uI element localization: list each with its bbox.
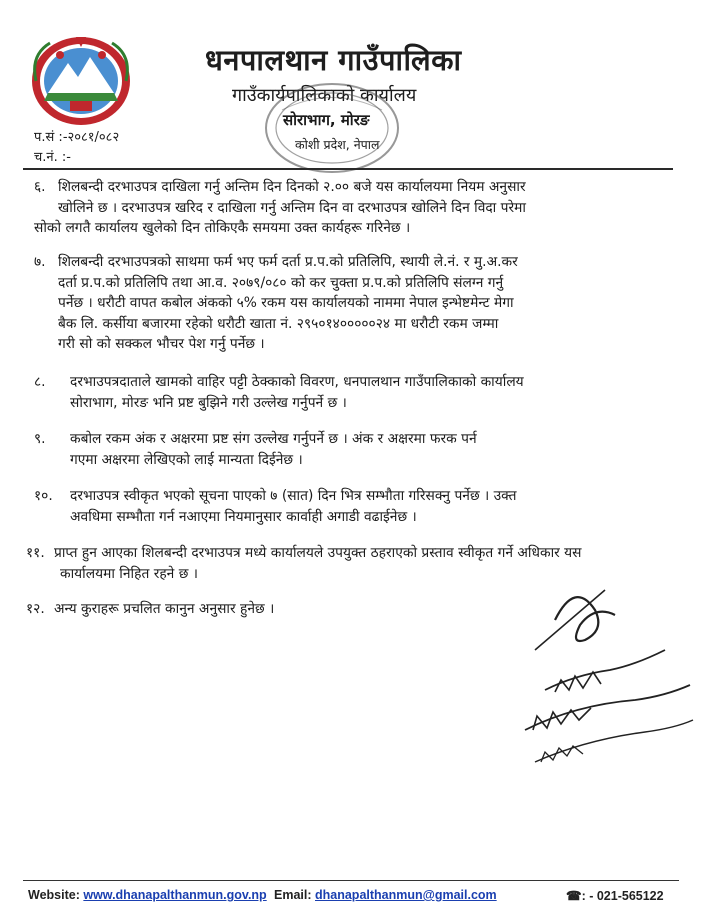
website-label: Website: — [28, 888, 80, 902]
item-number: ९. — [34, 431, 46, 447]
item-line: शिलबन्दी दरभाउपत्रको साथमा फर्म भए फर्म दर्ता प्र.प.को प्रतिलिपि, स्थायी ले.नं. र मु.अ.कर — [58, 254, 518, 270]
item-line: गएमा अक्षरमा लेखिएको लाई मान्यता दिईनेछ । — [70, 451, 303, 468]
item-number: ११. — [26, 545, 45, 561]
header-divider — [23, 168, 673, 170]
item-line: दर्ता प्र.प.को प्रतिलिपि तथा आ.व. २०७९/०८० को कर चुक्ता प्र.प.को प्रतिलिपि संलग्न गर्नु — [58, 274, 504, 291]
item-line: खोलिने छ । दरभाउपत्र खरिद र दाखिला गर्नु अन्तिम दिन वा दरभाउपत्र खोलिने दिन विदा परेमा — [58, 199, 526, 216]
office-title: धनपालथान गाउँपालिका — [205, 43, 462, 77]
item-line: दरभाउपत्र स्वीकृत भएको सूचना पाएको ७ (सात) दिन भित्र सम्भौता गरिसक्नु पर्नेछ । उक्त — [70, 488, 517, 504]
item-number: ६. — [34, 179, 46, 195]
footer-divider — [23, 880, 679, 881]
item-line: कार्यालयमा निहित रहने छ । — [60, 565, 198, 582]
item-line: अन्य कुराहरू प्रचलित कानुन अनुसार हुनेछ । — [54, 601, 275, 617]
footer-website — [28, 888, 267, 902]
footer-email — [274, 888, 497, 902]
reference-number: प.सं :-२०८१/०८२ — [34, 130, 120, 145]
item-number: ७. — [34, 254, 46, 270]
item-line: पर्नेछ । धरौटी वापत कबोल अंकको ५% रकम यस कार्यालयको नाममा नेपाल इन्भेष्टमेन्ट मेगा — [58, 295, 514, 312]
item-line: गरी सो को सक्कल भौचर पेश गर्नु पर्नेछ । — [58, 336, 265, 353]
item-number: १०. — [34, 488, 53, 504]
office-region: कोशी प्रदेश, नेपाल — [295, 137, 380, 152]
footer-phone — [566, 888, 664, 903]
item-line: सोको लगतै कार्यालय खुलेको दिन तोकिएकै समयमा उक्त कार्यहरू गरिनेछ । — [34, 220, 411, 237]
office-address: सोराभाग, मोरङ — [283, 111, 370, 129]
municipality-emblem-logo — [30, 35, 132, 127]
item-line: दरभाउपत्रदाताले खामको वाहिर पट्टी ठेक्काको विवरण, धनपालथान गाउँपालिकाको कार्यालय — [70, 374, 524, 390]
item-line: बैक लि. कर्सीया बजारमा रहेको धरौटी खाता नं. २९५०१४०००००२४ मा धरौटी रकम जम्मा — [58, 315, 499, 332]
handwritten-signature — [515, 580, 700, 780]
office-subtitle: गाउँकार्यपालिकाको कार्यालय — [232, 85, 417, 106]
email-label: Email: — [274, 888, 312, 902]
item-line: शिलबन्दी दरभाउपत्र दाखिला गर्नु अन्तिम दिन दिनको २.०० बजे यस कार्यालयमा नियम अनुसार — [58, 179, 526, 195]
item-number: १२. — [26, 601, 45, 617]
dispatch-number: च.नं. :- — [34, 150, 71, 165]
item-line: कबोल रकम अंक र अक्षरमा प्रष्ट संग उल्लेख गर्नुपर्ने छ । अंक र अक्षरमा फरक पर्न — [70, 431, 477, 447]
item-line: सोराभाग, मोरङ भनि प्रष्ट बुझिने गरी उल्लेख गर्नुपर्ने छ । — [70, 394, 347, 411]
item-line: अवधिमा सम्भौता गर्न नआएमा नियमानुसार कार्वाही अगाडी वढाईनेछ । — [70, 508, 417, 525]
item-line: प्राप्त हुन आएका शिलबन्दी दरभाउपत्र मध्ये कार्यालयले उपयुक्त ठहराएको प्रस्ताव स्वीकृत गर्ने अधिकार यस — [54, 545, 582, 561]
website-link[interactable]: www.dhanapalthanmun.gov.np — [83, 888, 267, 902]
email-link[interactable]: dhanapalthanmun@gmail.com — [315, 888, 497, 902]
phone-number: : - 021-565122 — [581, 889, 664, 903]
phone-icon: ☎ — [566, 889, 582, 903]
item-number: ८. — [34, 374, 46, 390]
